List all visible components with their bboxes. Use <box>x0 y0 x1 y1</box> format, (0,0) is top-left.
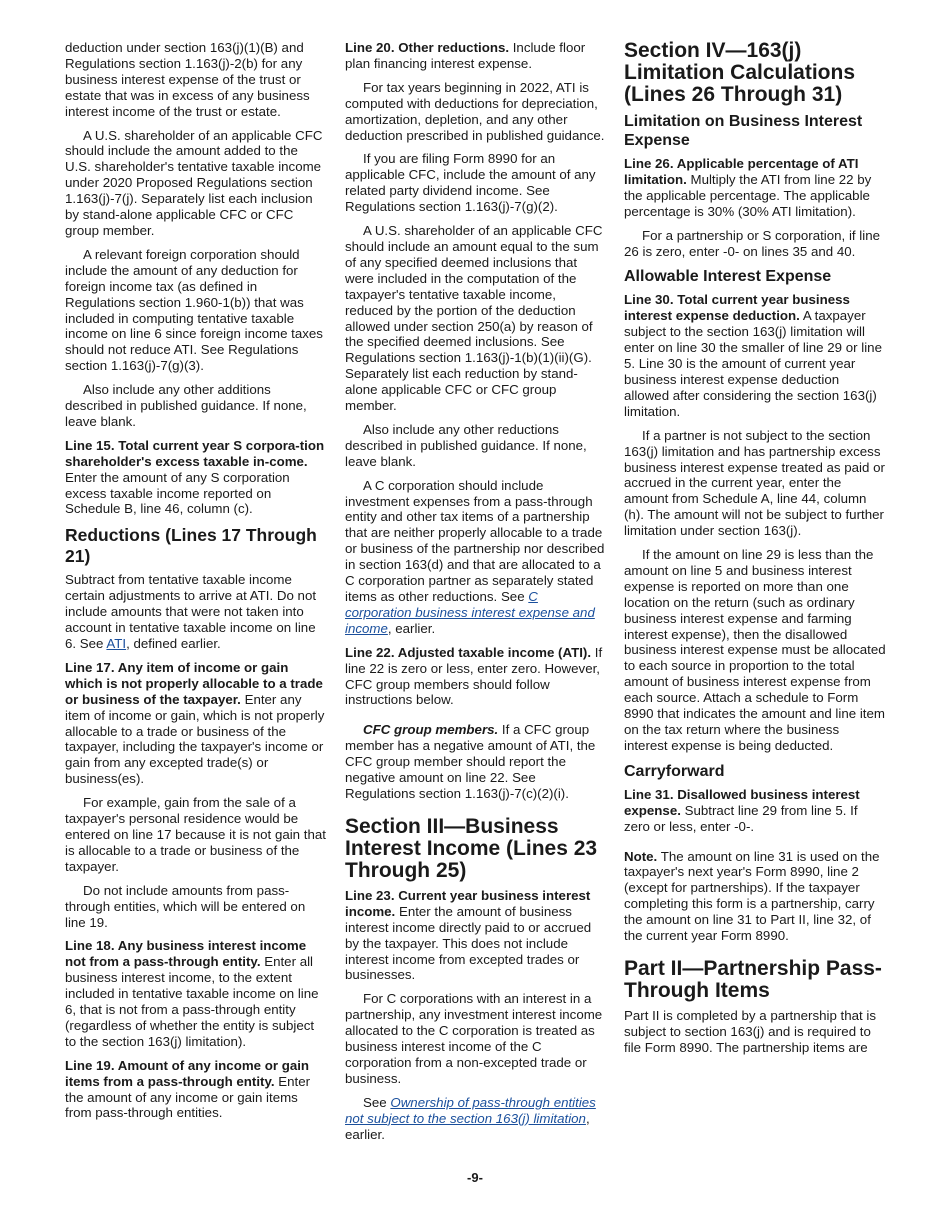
line-26-text: Multiply the ATI from line 22 by the applicable percentage. The applicable percentage is 30% (30% ATI limitation). <box>624 171 872 219</box>
paragraph: A U.S. shareholder of an applicable CFC should include an amount equal to the sum of any specified deemed inclusions that were included in the computation of the taxpayer's tentative taxable income, reduced by the portion of the deduction allowed under section 250(a) by reason of the specified deemed inclusions. See Regulations section 1.163(j)-1(b)(1)(ii)(G). Separately list each reduction by stand-alone applicable CFC or CFC group member. <box>345 223 603 414</box>
line-26-instruction <box>624 156 886 220</box>
paragraph: deduction under section 163(j)(1)(B) and Regulations section 1.163(j)-2(b) for any business interest expense of the trust or estate that was in excess of any business interest income of the trust or estate. <box>65 40 310 119</box>
paragraph: A relevant foreign corporation should include the amount of any deduction for foreign income tax (as defined in Regulations section 1.960-1(b)) that was included in computing tentative taxable income on line 6 since foreign income taxes should not reduce ATI. See Regulations section 1.163(j)-7(g)(3). <box>65 246 323 374</box>
line-22-instruction <box>345 645 607 709</box>
cfc-group-members <box>345 722 607 802</box>
cfc-group-title: CFC group members. <box>363 722 499 738</box>
paragraph: For a partnership or S corporation, if line 26 is zero, enter -0- on lines 35 and 40. <box>624 227 880 259</box>
line-15-text: Enter the amount of any S corporation excess taxable income reported on Schedule B, line 46, column (c). <box>65 469 290 517</box>
reductions-heading: Reductions (Lines 17 Through 21) <box>65 525 317 566</box>
paragraph <box>345 478 607 637</box>
see-text-end: , earlier. <box>345 1110 590 1142</box>
allowable-heading: Allowable Interest Expense <box>624 268 832 286</box>
line-19-title: Line 19. Amount of any income or gain items from a pass-through entity. <box>65 1057 310 1089</box>
paragraph: If the amount on line 29 is less than the amount on line 5 and business interest expense is reported on more than one location on the return (such as ordinary business interest expense and farming interest expense), then the disallowed business interest expense must be allocated to each source in proportion to the total amount of business interest expense from each source. Attach a schedule to Form 8990 that indicates the amount and line item on the tax return where the business interest expense is being deducted. <box>624 547 886 753</box>
ownership-link[interactable]: Ownership of pass-through entities not subject to the section 163(j) limitation <box>345 1094 596 1126</box>
line-31-title: Line 31. Disallowed business interest expense. <box>624 786 860 818</box>
paragraph: For C corporations with an interest in a partnership, any investment interest income allocated to the C corporation is treated as business interest income of the C corporation from a non-excepted trade or business. <box>345 991 603 1086</box>
note <box>624 849 886 944</box>
line-30-text: A taxpayer subject to the section 163(j) limitation will enter on line 30 the smaller of line 29 or line 5. Line 30 is the amount of current year business interest expense deduction allowed after considering the section 163(j) limitation. <box>624 308 882 419</box>
column-2 <box>345 40 607 1150</box>
line-20-title: Line 20. Other reductions. <box>345 40 510 55</box>
page-number: -9- <box>467 1170 483 1185</box>
line-30-instruction <box>624 292 886 419</box>
line-19-instruction <box>65 1058 327 1122</box>
line-31-text: Subtract line 29 from line 5. If zero or less, enter -0-. <box>624 802 858 834</box>
paragraph: Also include any other reductions described in published guidance. If none, leave blank. <box>345 421 587 469</box>
note-text: The amount on line 31 is used on the taxpayer's next year's Form 8990, line 2 (except for partnerships). If the taxpayer completing this form is a partnership, carry the amount on line 31 to Part II, line 32, of the current year Form 8990. <box>624 848 880 944</box>
see-text: See <box>363 1094 391 1110</box>
line-18-text: Enter all business interest income, to the extent included in tentative taxable income on line 6, that is not from a pass-through entity (regardless of whether the entity is subject to the section 163(j) limitation). <box>65 954 319 1049</box>
carryforward-heading: Carryforward <box>624 762 725 780</box>
limitation-heading: Limitation on Business Interest Expense <box>624 113 863 149</box>
reductions-text: Subtract from tentative taxable income certain adjustments to arrive at ATI. Do not include amounts that were not taken into account in tentative taxable income on line 6. See <box>65 572 317 651</box>
line-17-instruction <box>65 660 327 787</box>
line-23-title: Line 23. Current year business interest income. <box>345 887 591 919</box>
reductions-intro <box>65 572 327 652</box>
paragraph: Do not include amounts from pass-through entities, which will be entered on line 19. <box>65 882 306 930</box>
line-18-title: Line 18. Any business interest income not from a pass-through entity. <box>65 938 307 970</box>
paragraph: If you are filing Form 8990 for an applicable CFC, include the amount of any related party dividend income. See Regulations section 1.163(j)-7(g)(2). <box>345 151 596 215</box>
column-3 <box>624 40 886 1064</box>
cfc-group-text: If a CFC group member has a negative amount of ATI, the CFC group member should report the negative amount on line 22. See Regulations section 1.163(j)-7(c)(2)(i). <box>345 722 596 801</box>
line-15-instruction <box>65 438 327 518</box>
line-19-text: Enter the amount of any income or gain items from pass-through entities. <box>65 1073 311 1121</box>
c-corporation-link[interactable]: C corporation business interest expense and income <box>345 589 595 636</box>
paragraph <box>345 1095 607 1143</box>
note-title: Note. <box>624 848 658 864</box>
paragraph: If a partner is not subject to the section 163(j) limitation and has partnership excess business interest expense treated as paid or accrued in the current year, enter the amount from Schedule A, line 44, column (h). The amount will not be subject to further limitation under section 163(j). <box>624 427 885 539</box>
section-4-heading: Section IV—163(j) Limitation Calculations (Lines 26 Through 31) <box>624 39 856 106</box>
line-30-title: Line 30. Total current year business interest expense deduction. <box>624 292 850 324</box>
line-17-title: Line 17. Any item of income or gain which is not properly allocable to a trade or business of the taxpayer. <box>65 659 323 707</box>
line-17-text: Enter any item of income or gain, which is not properly allocable to a trade or business of the taxpayer, including the taxpayer's income or gain from any excepted trade(s) or business(es). <box>65 691 325 787</box>
paragraph: For tax years beginning in 2022, ATI is computed with deductions for depreciation, amortization, depletion, and any other deduction prescribed in published guidance. <box>345 79 605 143</box>
line-22-title: Line 22. Adjusted taxable income (ATI). <box>345 644 592 660</box>
line-22-text: If line 22 is zero or less, enter zero. However, CFC group members should follow instructions below. <box>345 644 603 708</box>
paragraph: For example, gain from the sale of a taxpayer's personal residence would be entered on line 17 because it is not gain that is allocable to a trade or business of the taxpayer. <box>65 795 326 874</box>
line-31-instruction <box>624 787 886 835</box>
line-18-instruction <box>65 938 327 1049</box>
ati-link[interactable]: ATI <box>106 636 127 651</box>
paragraph: Also include any other additions described in published guidance. If none, leave blank. <box>65 382 307 429</box>
column-1 <box>65 40 327 1129</box>
ccorp-text-end: , earlier. <box>387 620 436 636</box>
line-20-instruction <box>345 40 607 72</box>
line-20-text: Include floor plan financing interest expense. <box>345 40 586 71</box>
line-23-text: Enter the amount of business interest income directly paid to or accrued by the taxpayer. This does not include interest income from excepted trades or businesses. <box>345 903 592 983</box>
reductions-text-end: , defined earlier. <box>126 636 221 651</box>
part-2-intro: Part II is completed by a partnership that is subject to section 163(j) and is required to file Form 8990. The partnership items are <box>624 1007 877 1055</box>
part-2-heading: Part II—Partnership Pass-Through Items <box>624 956 882 1002</box>
paragraph: A U.S. shareholder of an applicable CFC should include the amount added to the U.S. shareholder's tentative taxable income under 2020 Proposed Regulations section 1.163(j)-7(j). Separately list each inclusion by stand-alone applicable CFC or CFC group member. <box>65 127 323 238</box>
line-23-instruction <box>345 888 607 983</box>
line-15-title: Line 15. Total current year S corpora-tion shareholder's excess taxable in-come. <box>65 437 325 469</box>
ccorp-text: A C corporation should include investment expenses from a pass-through entity and other tax items of a partnership that are neither properly allocable to a trade or business of the partnership nor described in section 163(d) and that are allocated to a C corporation partner as separately stated items as other reductions. See <box>345 477 605 604</box>
section-3-heading: Section III—Business Interest Income (Lines 23 Through 25) <box>345 814 598 882</box>
line-26-title: Line 26. Applicable percentage of ATI limitation. <box>624 156 859 187</box>
